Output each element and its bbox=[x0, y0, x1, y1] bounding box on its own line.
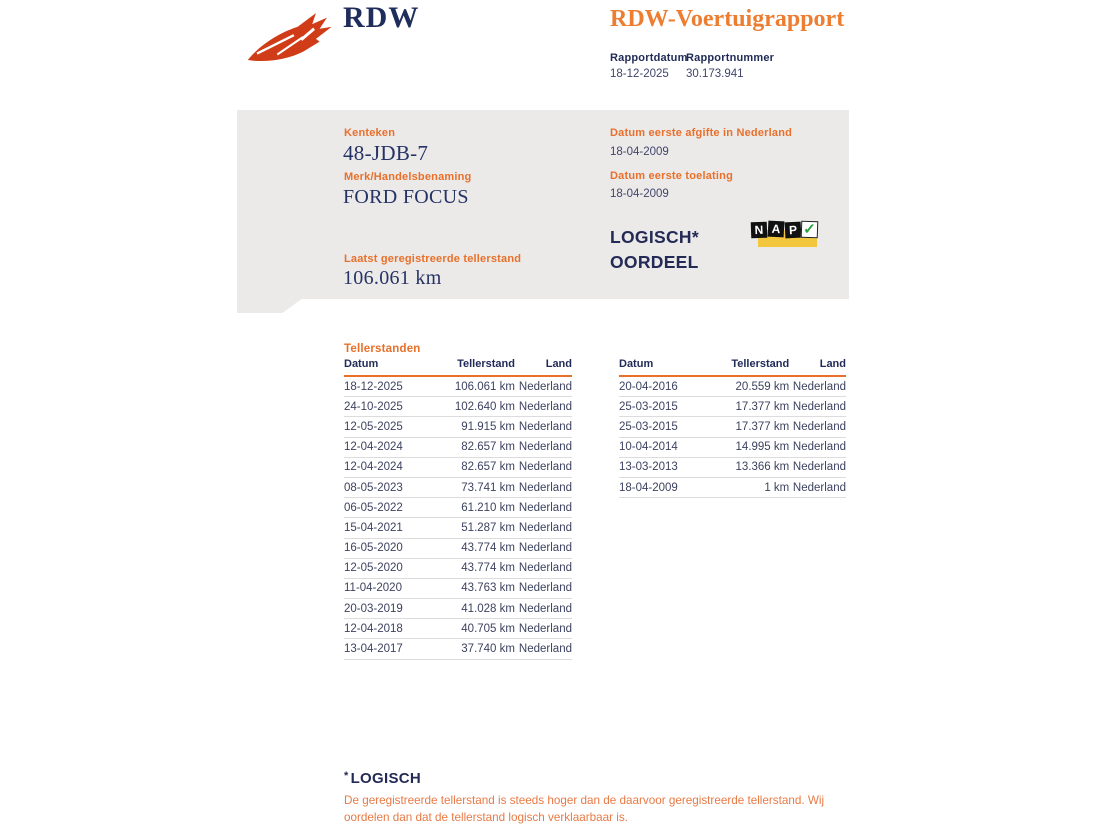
table-cell: 43.763 km bbox=[437, 578, 515, 598]
table-row bbox=[344, 639, 572, 659]
table-cell: 25-03-2015 bbox=[619, 417, 712, 437]
table-row bbox=[619, 376, 846, 397]
oordeel-line2: OORDEEL bbox=[610, 252, 699, 272]
table-cell: 12-05-2020 bbox=[344, 558, 437, 578]
table-row bbox=[619, 417, 846, 437]
table-cell: Nederland bbox=[515, 437, 572, 457]
table-cell: 12-04-2024 bbox=[344, 437, 437, 457]
table-cell: Nederland bbox=[515, 457, 572, 477]
footnote-asterisk: * bbox=[344, 770, 349, 782]
table-cell: 14.995 km bbox=[712, 437, 789, 457]
panel-tail-shape bbox=[237, 298, 303, 313]
table-cell: 18-12-2025 bbox=[344, 376, 437, 397]
table-cell: 43.774 km bbox=[437, 538, 515, 558]
footnote-text: De geregistreerde tellerstand is steeds hoger dan de daarvoor geregistreerde tellerstand. Wij oordelen dan dat de tellerstand logisch verklaarbaar is. bbox=[344, 794, 825, 824]
eerste-afgifte-label: Datum eerste afgifte in Nederland bbox=[610, 127, 793, 139]
kenteken-label: Kenteken bbox=[344, 127, 396, 139]
table-cell: 37.740 km bbox=[437, 639, 515, 659]
table-cell: 25-03-2015 bbox=[619, 397, 712, 417]
table-cell: 13-04-2017 bbox=[344, 639, 437, 659]
eerste-toelating-label: Datum eerste toelating bbox=[610, 170, 733, 182]
oordeel-line1: LOGISCH* bbox=[610, 227, 699, 247]
table-cell: 16-05-2020 bbox=[344, 538, 437, 558]
column-header-land: Land bbox=[789, 356, 846, 376]
table-cell: Nederland bbox=[515, 619, 572, 639]
report-date-block bbox=[610, 52, 688, 80]
table-cell: Nederland bbox=[789, 417, 846, 437]
table-cell: Nederland bbox=[515, 599, 572, 619]
table-cell: Nederland bbox=[515, 518, 572, 538]
table-cell: 61.210 km bbox=[437, 498, 515, 518]
table-cell: Nederland bbox=[515, 498, 572, 518]
table-row bbox=[344, 578, 572, 598]
table-cell: 106.061 km bbox=[437, 376, 515, 397]
table-row bbox=[619, 437, 846, 457]
table-cell: 06-05-2022 bbox=[344, 498, 437, 518]
oordeel-text bbox=[610, 225, 699, 275]
table-cell: Nederland bbox=[515, 538, 572, 558]
column-header-tellerstand: Tellerstand bbox=[437, 356, 515, 376]
column-header-tellerstand: Tellerstand bbox=[712, 356, 789, 376]
table-cell: 17.377 km bbox=[712, 417, 789, 437]
report-date-label: Rapportdatum bbox=[610, 52, 688, 64]
merk-label: Merk/Handelsbenaming bbox=[344, 171, 472, 183]
table-cell: Nederland bbox=[789, 457, 846, 477]
table-cell: 08-05-2023 bbox=[344, 477, 437, 497]
tellerstanden-section-title: Tellerstanden bbox=[344, 343, 421, 355]
eerste-toelating-value: 18-04-2009 bbox=[610, 188, 669, 200]
table-cell: Nederland bbox=[515, 397, 572, 417]
table-cell: 43.774 km bbox=[437, 558, 515, 578]
table-row bbox=[344, 397, 572, 417]
table-row bbox=[619, 457, 846, 477]
table-cell: 41.028 km bbox=[437, 599, 515, 619]
table-cell: Nederland bbox=[515, 376, 572, 397]
table-cell: 17.377 km bbox=[712, 397, 789, 417]
table-cell: 13.366 km bbox=[712, 457, 789, 477]
report-number-value: 30.173.941 bbox=[686, 68, 744, 80]
footnote-title bbox=[344, 770, 421, 787]
table-cell: 12-04-2018 bbox=[344, 619, 437, 639]
rdw-logo-icon bbox=[246, 8, 338, 66]
table-cell: 12-04-2024 bbox=[344, 457, 437, 477]
tellerstand-value: 106.061 km bbox=[343, 267, 442, 289]
table-cell: 20-03-2019 bbox=[344, 599, 437, 619]
table-cell: Nederland bbox=[789, 477, 846, 497]
table-cell: 73.741 km bbox=[437, 477, 515, 497]
table-cell: Nederland bbox=[515, 477, 572, 497]
nap-logo-icon bbox=[751, 221, 819, 249]
table-cell: Nederland bbox=[515, 578, 572, 598]
table-cell: 12-05-2025 bbox=[344, 417, 437, 437]
table-cell: Nederland bbox=[515, 417, 572, 437]
table-cell: 20.559 km bbox=[712, 376, 789, 397]
footnote-title-text: LOGISCH bbox=[350, 770, 422, 787]
report-number-block bbox=[686, 52, 774, 80]
table-cell: 10-04-2014 bbox=[619, 437, 712, 457]
merk-value: FORD FOCUS bbox=[343, 186, 469, 208]
page-title: RDW-Voertuigrapport bbox=[610, 6, 845, 32]
table-cell: 13-03-2013 bbox=[619, 457, 712, 477]
table-row bbox=[619, 397, 846, 417]
table-row bbox=[344, 457, 572, 477]
table-cell: Nederland bbox=[789, 376, 846, 397]
kenteken-value: 48-JDB-7 bbox=[343, 141, 429, 165]
nap-letter-n: N bbox=[751, 222, 768, 239]
table-cell: 91.915 km bbox=[437, 417, 515, 437]
table-header-row bbox=[344, 356, 572, 376]
table-row bbox=[344, 417, 572, 437]
table-cell: 18-04-2009 bbox=[619, 477, 712, 497]
column-header-datum: Datum bbox=[619, 356, 712, 376]
table-cell: 82.657 km bbox=[437, 457, 515, 477]
table-cell: 11-04-2020 bbox=[344, 578, 437, 598]
column-header-datum: Datum bbox=[344, 356, 437, 376]
table-header-row bbox=[619, 356, 846, 376]
table-cell: 1 km bbox=[712, 477, 789, 497]
table-row bbox=[344, 619, 572, 639]
tellerstanden-table-left bbox=[344, 356, 572, 660]
table-cell: 40.705 km bbox=[437, 619, 515, 639]
table-row bbox=[344, 558, 572, 578]
table-cell: 20-04-2016 bbox=[619, 376, 712, 397]
table-row bbox=[344, 538, 572, 558]
table-row bbox=[344, 498, 572, 518]
table-cell: 51.287 km bbox=[437, 518, 515, 538]
table-row bbox=[344, 437, 572, 457]
table-cell: 102.640 km bbox=[437, 397, 515, 417]
table-row bbox=[344, 518, 572, 538]
table-cell: Nederland bbox=[789, 437, 846, 457]
table-cell: Nederland bbox=[515, 639, 572, 659]
table-row bbox=[344, 376, 572, 397]
eerste-afgifte-value: 18-04-2009 bbox=[610, 146, 669, 158]
table-cell: 82.657 km bbox=[437, 437, 515, 457]
table-cell: Nederland bbox=[515, 558, 572, 578]
nap-letter-a: A bbox=[768, 221, 785, 238]
table-cell: Nederland bbox=[789, 397, 846, 417]
table-row bbox=[344, 599, 572, 619]
report-number-label: Rapportnummer bbox=[686, 52, 775, 64]
table-cell: 15-04-2021 bbox=[344, 518, 437, 538]
nap-checkmark-icon: ✓ bbox=[801, 221, 819, 239]
nap-letter-p: P bbox=[785, 222, 802, 239]
table-row bbox=[619, 477, 846, 497]
tellerstand-label: Laatst geregistreerde tellerstand bbox=[344, 253, 522, 265]
table-cell: 24-10-2025 bbox=[344, 397, 437, 417]
rdw-wordmark: RDW bbox=[343, 1, 420, 34]
column-header-land: Land bbox=[515, 356, 572, 376]
table-row bbox=[344, 477, 572, 497]
report-date-value: 18-12-2025 bbox=[610, 68, 669, 80]
tellerstanden-table-right bbox=[619, 356, 846, 498]
